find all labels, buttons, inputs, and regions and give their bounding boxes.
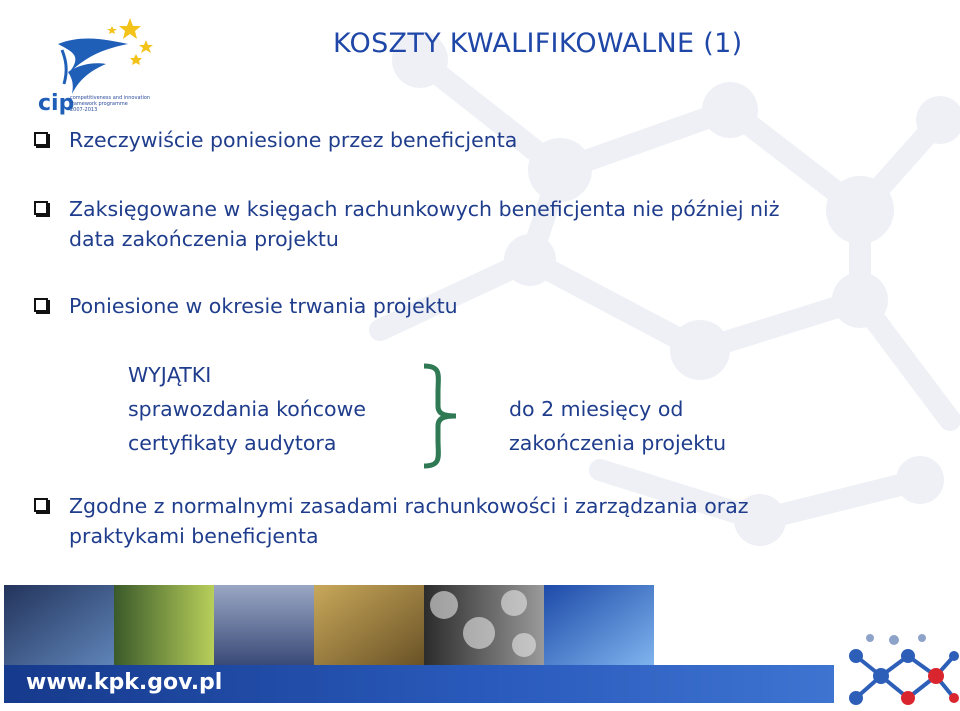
exception-item-audit-certificates: certyfikaty audytora [128, 431, 337, 455]
checkbox-bullet-icon [34, 298, 48, 312]
kpk-network-logo-icon [836, 626, 960, 711]
photo-keyboard [214, 585, 314, 665]
bullet-4 [34, 491, 749, 551]
photo-grains [314, 585, 424, 665]
cip-tagline-2: framework programme [70, 101, 128, 107]
bullet-1-text: Rzeczywiście poniesione przez beneficjenta [69, 128, 518, 152]
photo-binary [544, 585, 654, 665]
cip-tagline [70, 95, 150, 113]
exceptions-heading: WYJĄTKI [128, 363, 212, 387]
bullet-2-line2: data zakończenia projektu [69, 227, 339, 251]
bullet-3 [34, 291, 458, 321]
photo-strip [4, 585, 654, 665]
exception-item-final-reports: sprawozdania końcowe [128, 397, 366, 421]
photo-lab [114, 585, 214, 665]
bullet-2 [34, 194, 780, 254]
exceptions-note-line2: zakończenia projektu [509, 431, 727, 455]
footer-url-link[interactable]: www.kpk.gov.pl [26, 670, 223, 695]
bullet-1 [34, 125, 517, 155]
cip-tagline-1: competitiveness and innovation [70, 95, 151, 101]
bullet-4-line2: praktykami beneficjenta [69, 524, 319, 548]
checkbox-bullet-icon [34, 201, 48, 215]
page-title: KOSZTY KWALIFIKOWALNE (1) [333, 28, 743, 59]
photo-office [4, 585, 114, 665]
checkbox-bullet-icon [34, 498, 48, 512]
bullet-4-line1: Zgodne z normalnymi zasadami rachunkowości i zarządzania oraz [69, 494, 749, 518]
bullet-2-line1: Zaksięgowane w księgach rachunkowych beneficjenta nie później niż [69, 197, 780, 221]
bullet-3-text: Poniesione w okresie trwania projektu [69, 294, 458, 318]
exceptions-note-line1: do 2 miesięcy od [509, 397, 684, 421]
checkbox-bullet-icon [34, 132, 48, 146]
footer-bar [4, 665, 834, 703]
right-brace-icon [420, 362, 460, 470]
cip-tagline-3: 2007-2013 [70, 107, 98, 113]
cip-brand-text: cip [38, 91, 75, 116]
